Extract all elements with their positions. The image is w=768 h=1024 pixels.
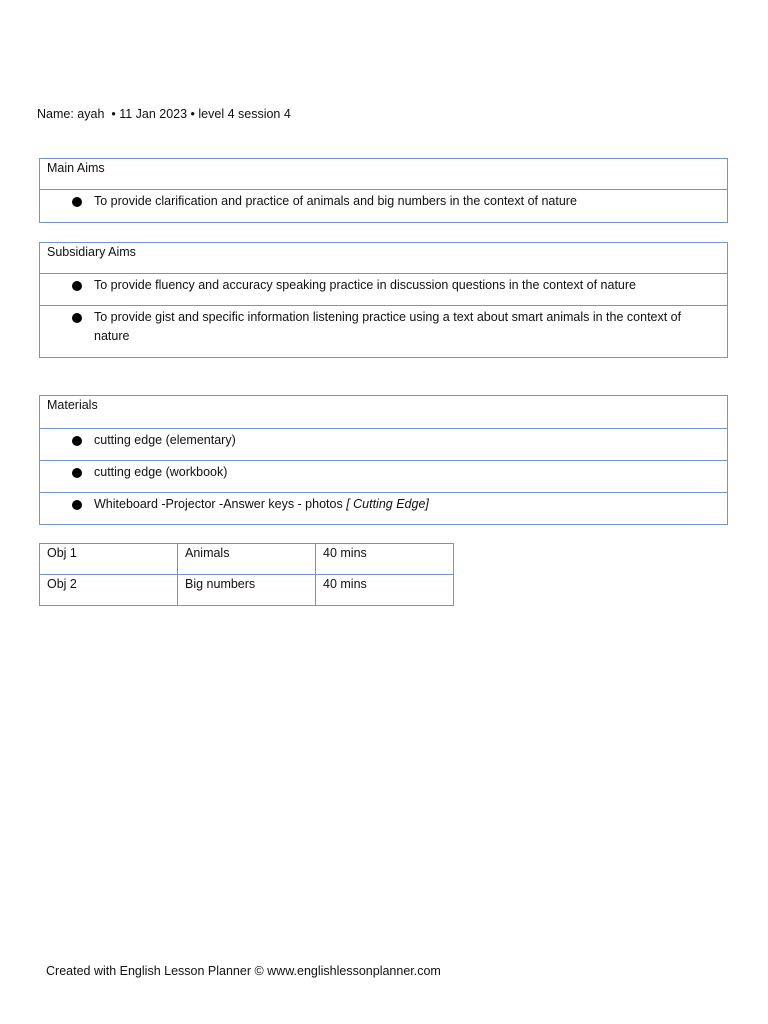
material-text: cutting edge (elementary) (94, 433, 236, 447)
subsidiary-aims-box (39, 242, 728, 358)
material-source: [ Cutting Edge] (346, 497, 429, 511)
objectives-table (39, 543, 454, 606)
obj-topic: Big numbers (178, 575, 316, 606)
obj-label: Obj 1 (40, 544, 178, 575)
bullet-icon (72, 468, 82, 478)
material-text: Whiteboard -Projector -Answer keys - photos (94, 497, 347, 511)
obj-time: 40 mins (316, 544, 454, 575)
obj-label: Obj 2 (40, 575, 178, 606)
material-item (40, 461, 727, 493)
materials-box (39, 395, 728, 525)
main-aim-text: To provide clarification and practice of animals and big numbers in the context of nature (94, 194, 577, 208)
table-row (40, 544, 454, 575)
bullet-icon (72, 281, 82, 291)
material-text: cutting edge (workbook) (94, 465, 228, 479)
bullet-icon (72, 500, 82, 510)
obj-topic: Animals (178, 544, 316, 575)
subsidiary-aim-text: To provide fluency and accuracy speaking practice in discussion questions in the context of nature (94, 278, 636, 292)
subsidiary-aims-title: Subsidiary Aims (40, 243, 727, 274)
main-aims-box (39, 158, 728, 223)
main-aim-item (40, 190, 727, 222)
footer-credit: Created with English Lesson Planner © www.englishlessonplanner.com (46, 964, 441, 978)
subsidiary-aim-item (40, 306, 727, 357)
subsidiary-aim-text: To provide gist and specific information listening practice using a text about smart animals in the context of nature (94, 310, 682, 343)
subsidiary-aim-item (40, 274, 727, 306)
bullet-icon (72, 313, 82, 323)
obj-time: 40 mins (316, 575, 454, 606)
materials-title: Materials (40, 396, 727, 429)
material-item (40, 493, 727, 524)
lesson-header: Name: ayah • 11 Jan 2023 • level 4 session 4 (37, 107, 291, 121)
table-row (40, 575, 454, 606)
main-aims-title: Main Aims (40, 159, 727, 190)
bullet-icon (72, 436, 82, 446)
bullet-icon (72, 197, 82, 207)
material-item (40, 429, 727, 461)
